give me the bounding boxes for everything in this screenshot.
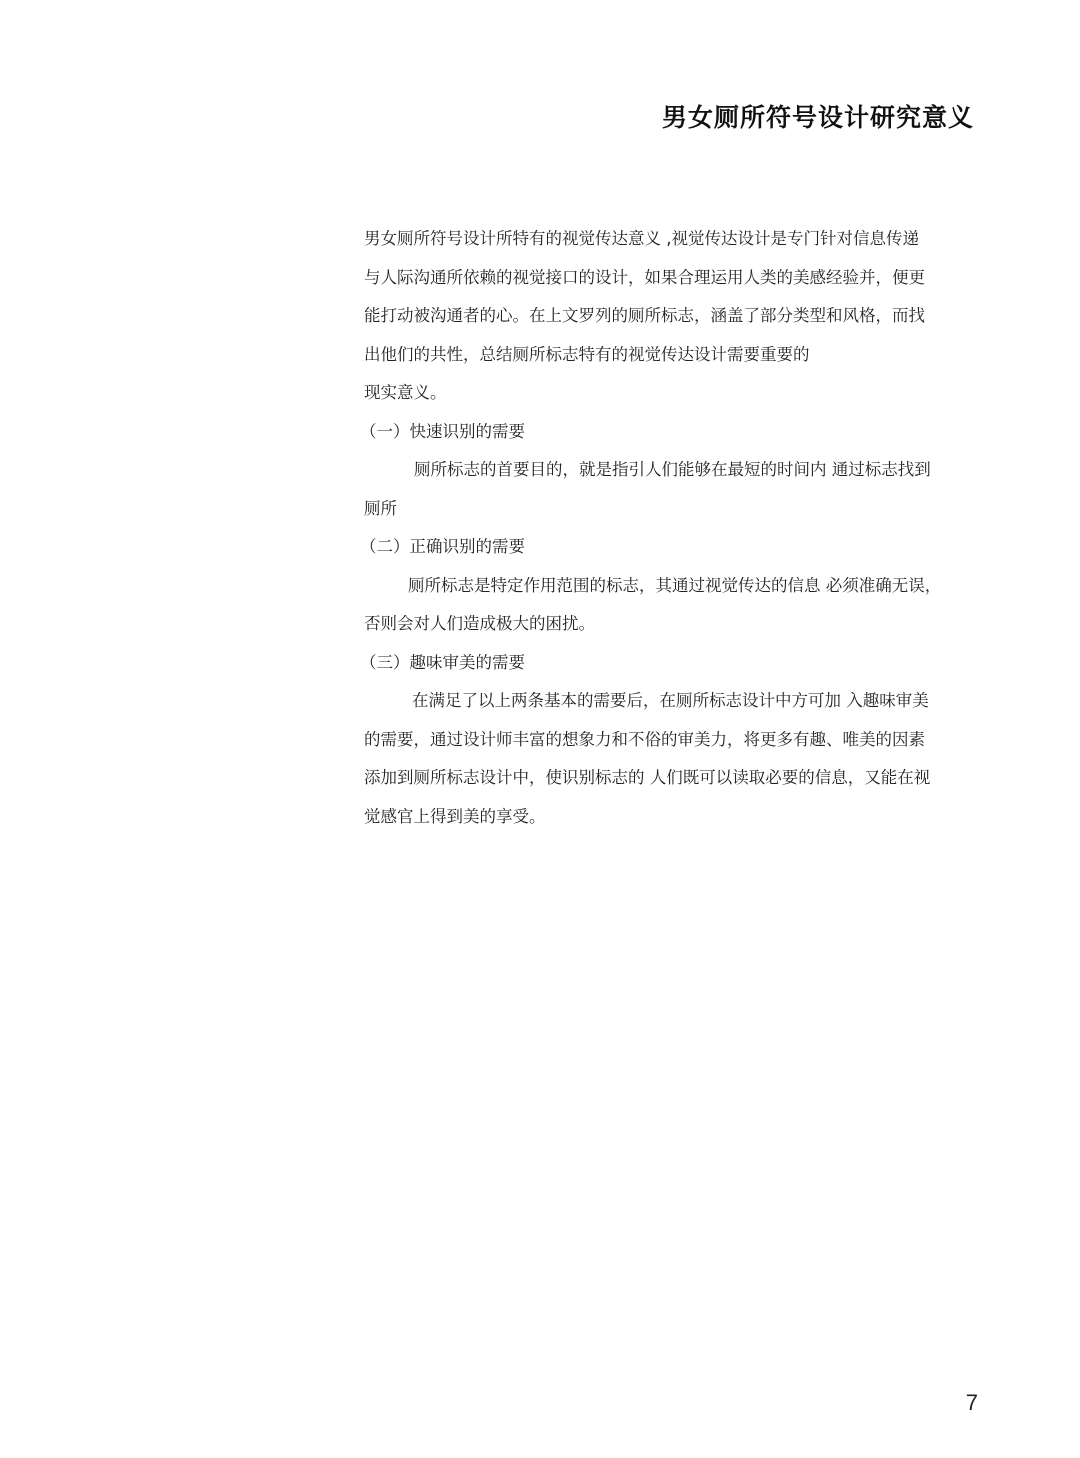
section-line: 在满足了以上两条基本的需要后，在厕所标志设计中方可加 入趣味审美 bbox=[412, 691, 929, 710]
section-line: 否则会对人们造成极大的困扰。 bbox=[364, 614, 595, 633]
page-title: 男女厕所符号设计研究意义 bbox=[661, 103, 974, 132]
section-heading-aesthetic-interest: （三）趣味审美的需要 bbox=[360, 652, 525, 672]
intro-line: 与人际沟通所依赖的视觉接口的设计，如果合理运用人类的美感经验并，便更 bbox=[364, 267, 925, 287]
intro-line: 能打动被沟通者的心。在上文罗列的厕所标志，涵盖了部分类型和风格，而找 bbox=[364, 306, 925, 325]
section-line: 添加到厕所标志设计中，使识别标志的 人们既可以读取必要的信息，又能在视 bbox=[364, 768, 931, 787]
section-heading-correct-recognition: （二）正确识别的需要 bbox=[360, 537, 525, 556]
section-line: 厕所 bbox=[364, 498, 397, 518]
section-line: 厕所标志是特定作用范围的标志，其通过视觉传达的信息 必须准确无误， bbox=[408, 575, 942, 595]
body-text bbox=[360, 220, 980, 836]
page-number: 7 bbox=[965, 1390, 978, 1415]
intro-line: 现实意义。 bbox=[364, 383, 447, 402]
intro-line: 男女厕所符号设计所特有的视觉传达意义 ,视觉传达设计是专门针对信息传递 bbox=[364, 229, 919, 248]
section-line: 觉感官上得到美的享受。 bbox=[364, 806, 546, 826]
section-line: 的需要，通过设计师丰富的想象力和不俗的审美力，将更多有趣、唯美的因素 bbox=[364, 729, 925, 749]
section-line: 厕所标志的首要目的，就是指引人们能够在最短的时间内 通过标志找到 bbox=[414, 460, 931, 479]
intro-line: 出他们的共性，总结厕所标志特有的视觉传达设计需要重要的 bbox=[364, 344, 810, 364]
section-heading-quick-recognition: （一）快速识别的需要 bbox=[360, 421, 525, 441]
